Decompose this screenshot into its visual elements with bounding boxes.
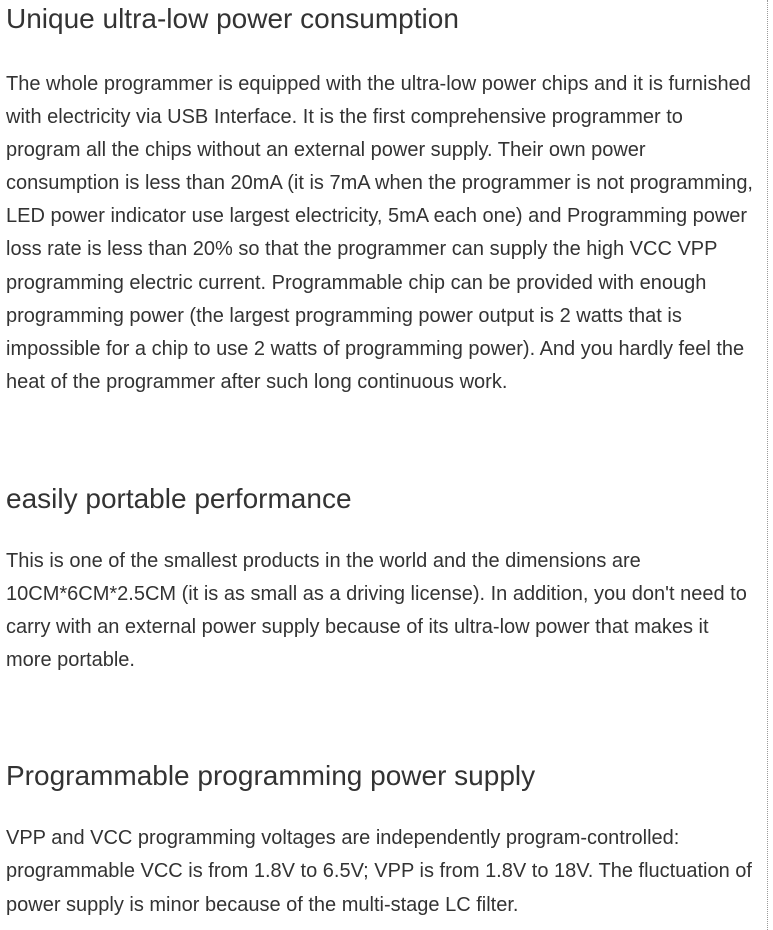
section-body: This is one of the smallest products in the world and the dimensions are 10CM*6CM*2.5CM (it is as small as a driving license). In addition, you don't need to carry with an external power supply because of its ultra-low power that makes it more portable. <box>6 549 747 672</box>
vertical-divider <box>767 0 768 930</box>
section-heading: Unique ultra-low power consumption <box>6 3 459 34</box>
section-body: VPP and VCC programming voltages are independently program-controlled: programmable VCC is from 1.8V to 6.5V; VPP is from 1.8V to 18V. The fluctuation of power supply is minor because of the multi-stage LC filter. <box>6 827 752 916</box>
section-body: The whole programmer is equipped with the ultra-low power chips and it is furnished with electricity via USB Interface. It is the first comprehensive programmer to program all the chips without an external power supply. Their own power consumption is less than 20mA (it is 7mA when the programmer is not programming, LED power indicator use largest electricity, 5mA each one) and Programming power loss rate is less than 20% so that the programmer can supply the high VCC VPP programming electric current. Programmable chip can be provided with enough programming power (the largest programming power output is 2 watts that is impossible for a chip to use 2 watts of programming power). And you hardly feel the heat of the programmer after such long continuous work. <box>6 73 753 393</box>
section-power-consumption <box>6 1 758 399</box>
section-heading: Programmable programming power supply <box>6 760 536 792</box>
article-content <box>6 0 758 922</box>
section-portable-performance <box>6 481 758 677</box>
section-heading: easily portable performance <box>6 482 352 514</box>
section-programmable-power-supply <box>6 758 758 921</box>
